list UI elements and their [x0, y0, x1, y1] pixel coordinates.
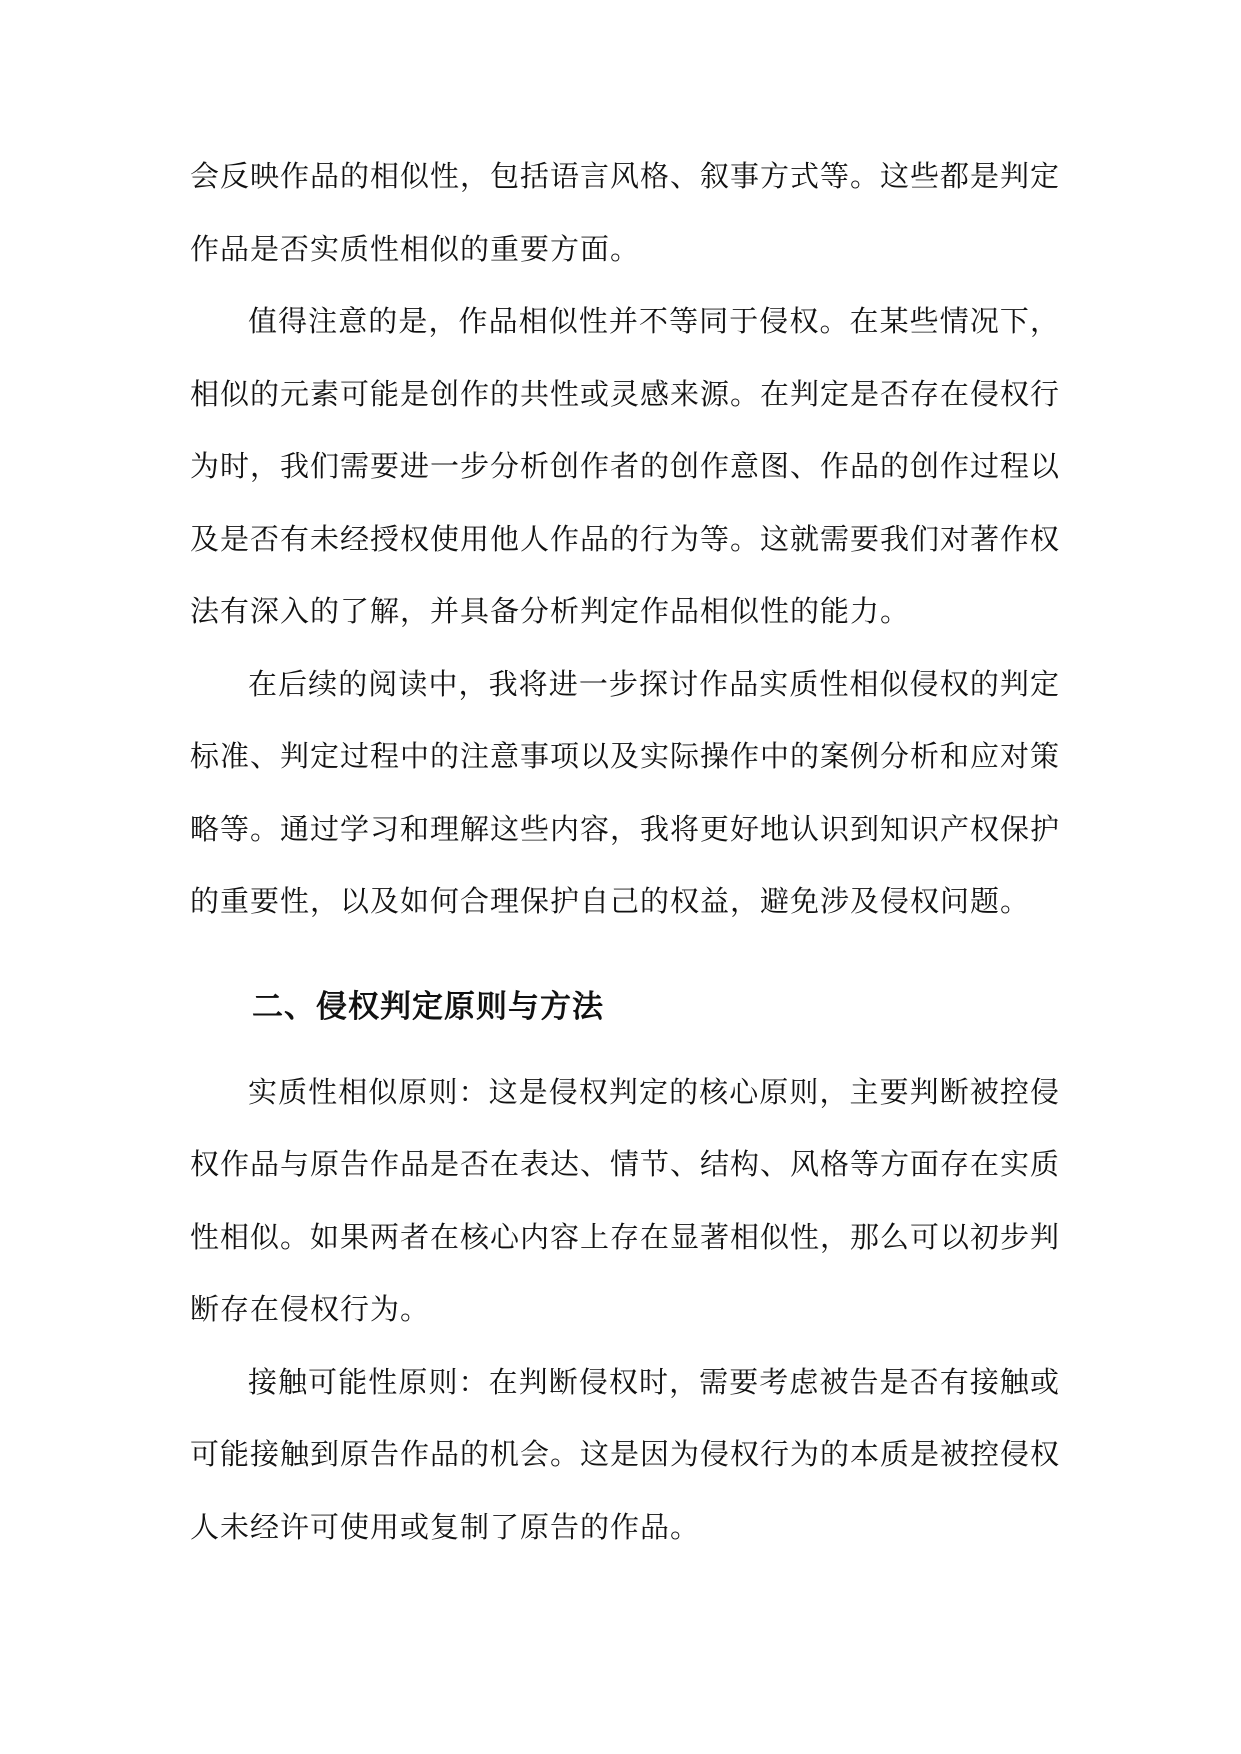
- section-heading: 二、侵权判定原则与方法: [252, 988, 604, 1025]
- paragraph-continuation: 会反映作品的相似性，包括语言风格、叙事方式等。这些都是判定作品是否实质性相似的重要方面。: [190, 159, 1061, 266]
- paragraph-substantial-similarity-principle: 实质性相似原则：这是侵权判定的核心原则，主要判断被控侵权作品与原告作品是否在表达、情节、结构、风格等方面存在实质性相似。如果两者在核心内容上存在显著相似性，那么可以初步判断存在侵权行为。: [190, 1074, 1061, 1326]
- paragraph-similarity-not-infringement: 值得注意的是，作品相似性并不等同于侵权。在某些情况下，相似的元素可能是创作的共性或灵感来源。在判定是否存在侵权行为时，我们需要进一步分析创作者的创作意图、作品的创作过程以及是否有未经授权使用他人作品的行为等。这就需要我们对著作权法有深入的了解，并具备分析判定作品相似性的能力。: [190, 304, 1061, 628]
- document-body: [190, 140, 1060, 1563]
- paragraph-access-possibility-principle: 接触可能性原则：在判断侵权时，需要考虑被告是否有接触或可能接触到原告作品的机会。这是因为侵权行为的本质是被控侵权人未经许可使用或复制了原告的作品。: [190, 1364, 1061, 1544]
- paragraph-further-reading: 在后续的阅读中，我将进一步探讨作品实质性相似侵权的判定标准、判定过程中的注意事项以及实际操作中的案例分析和应对策略等。通过学习和理解这些内容，我将更好地认识到知识产权保护的重要性，以及如何合理保护自己的权益，避免涉及侵权问题。: [190, 666, 1061, 918]
